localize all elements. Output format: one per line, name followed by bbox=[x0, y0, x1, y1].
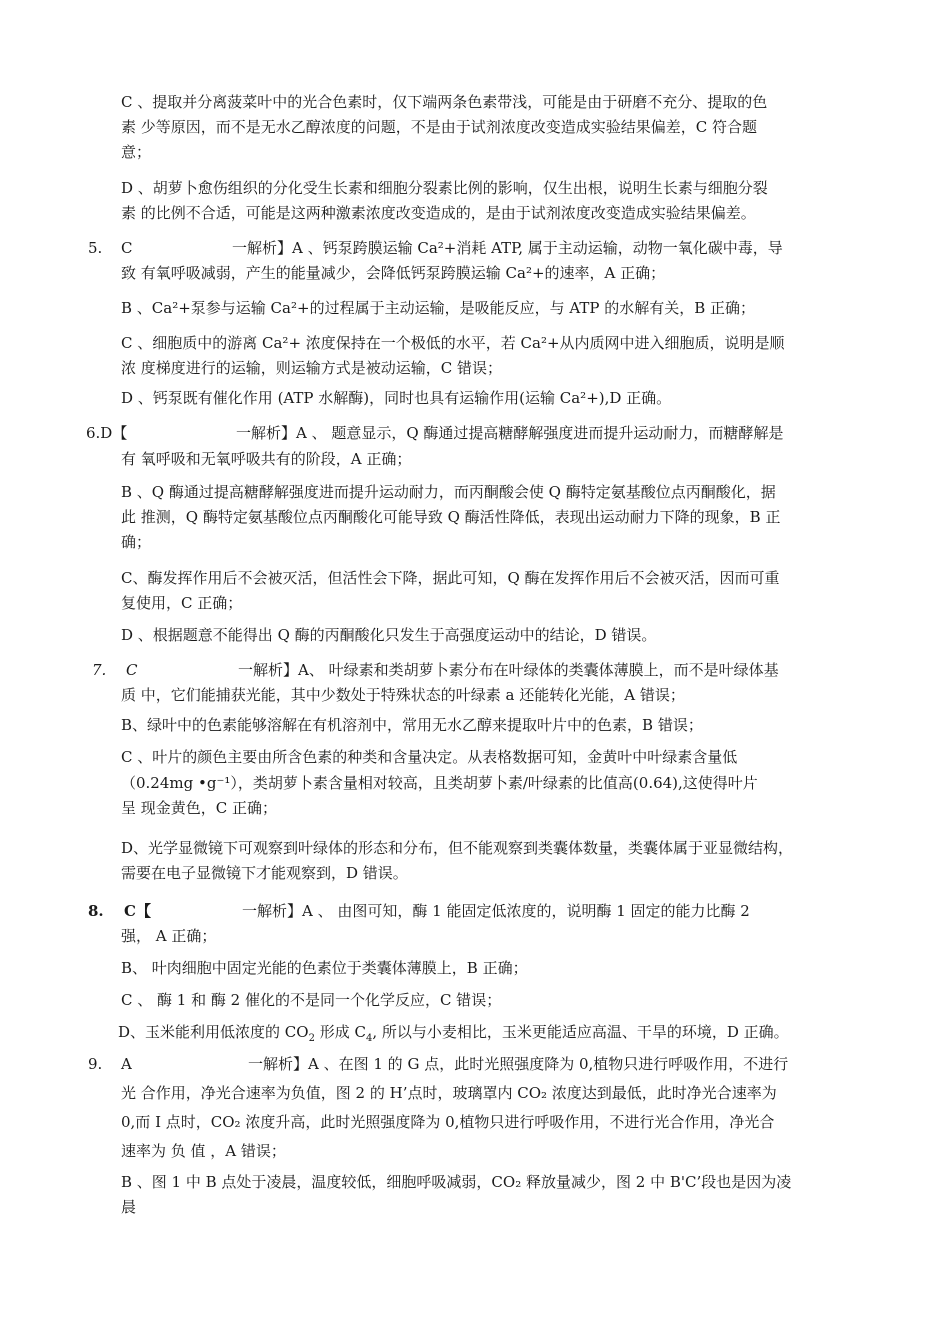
q8-option-d-text-c: , 所以与小麦相比，玉米更能适应高温、干旱的环境，D 正确。 bbox=[372, 1023, 789, 1041]
q8-answer: C【 bbox=[124, 902, 151, 920]
q9-option-b-line1: B 、图 1 中 B 点处于凌晨，温度较低，细胞呼吸减弱，CO₂ 释放量减少，图 2 中 B'C’段也是因为凌 bbox=[121, 1173, 792, 1191]
q6-option-c-line2: 复使用，C 正确； bbox=[121, 594, 243, 612]
q8-option-b: B、 叶肉细胞中固定光能的色素位于类囊体薄膜上，B 正确； bbox=[121, 959, 528, 977]
q9-analysis-line4: 速率为 负 值 ，A 错误； bbox=[121, 1142, 286, 1160]
q7-answer: C bbox=[126, 661, 138, 679]
q4-option-d-line1: D 、胡萝卜愈伤组织的分化受生长素和细胞分裂素比例的影响，仅生出根，说明生长素与细胞分裂 bbox=[121, 179, 768, 197]
q8-option-d-text-a: D、玉米能利用低浓度的 CO bbox=[118, 1023, 309, 1041]
q5-analysis-head: 一解析】A 、钙泵跨膜运输 Ca²+消耗 ATP, 属于主动运输，动物一氧化碳中毒，导 bbox=[232, 239, 783, 257]
q5-answer: C bbox=[121, 239, 133, 257]
q6-option-b-line1: B 、Q 酶通过提高糖酵解强度进而提升运动耐力，而丙酮酸会使 Q 酶特定氨基酸位点丙酮酸化，据 bbox=[121, 483, 776, 501]
q8-analysis-head: 一解析】A 、 由图可知，酶 1 能固定低浓度的，说明酶 1 固定的能力比酶 2 bbox=[242, 902, 750, 920]
q7-option-d-line2: 需要在电子显微镜下才能观察到，D 错误。 bbox=[121, 864, 408, 882]
q7-option-c-line3: 呈 现金黄色，C 正确； bbox=[121, 799, 278, 817]
q4-option-c-line2: 素 少等原因，而不是无水乙醇浓度的问题，不是由于试剂浓度改变造成实验结果偏差，C 符合题 bbox=[121, 118, 758, 136]
q9-answer: A bbox=[121, 1055, 132, 1073]
q8-option-d-text-b: 形成 C bbox=[314, 1023, 366, 1041]
q6-option-b-line2: 此 推测，Q 酶特定氨基酸位点丙酮酸化可能导致 Q 酶活性降低，表现出运动耐力下降的现象，B 正 bbox=[121, 508, 781, 526]
q8-subscript-4: 4 bbox=[365, 1033, 373, 1044]
q9-option-b-line2: 晨 bbox=[121, 1198, 137, 1216]
q4-option-c-line3: 意； bbox=[121, 143, 152, 161]
q7-number: 7. bbox=[92, 661, 107, 679]
q7-option-c-line1: C 、叶片的颜色主要由所含色素的种类和含量决定。从表格数据可知，金黄叶中叶绿素含量低 bbox=[121, 748, 738, 766]
q4-option-c-line1: C 、提取并分离菠菜叶中的光合色素时，仅下端两条色素带浅，可能是由于研磨不充分、提取的色 bbox=[121, 93, 768, 111]
q8-number: 8. bbox=[88, 902, 104, 920]
q9-analysis-head: 一解析】A 、在图 1 的 G 点，此时光照强度降为 0,植物只进行呼吸作用，不进行 bbox=[248, 1055, 789, 1073]
q5-option-c-line2: 浓 度梯度进行的运输，则运输方式是被动运输，C 错误； bbox=[121, 359, 503, 377]
q6-option-c-line1: C、酶发挥作用后不会被灭活，但活性会下降，据此可知，Q 酶在发挥作用后不会被灭活，因而可重 bbox=[121, 569, 780, 587]
q7-option-d-line1: D、光学显微镜下可观察到叶绿体的形态和分布，但不能观察到类囊体数量，类囊体属于亚显微结构， bbox=[121, 839, 794, 857]
q6-analysis-line2: 有 氧呼吸和无氧呼吸共有的阶段，A 正确； bbox=[121, 450, 412, 468]
q5-option-d: D 、钙泵既有催化作用 (ATP 水解酶)，同时也具有运输作用(运输 Ca²+),D 正确。 bbox=[121, 389, 672, 407]
q7-analysis-line2: 质 中，它们能捕获光能，其中少数处于特殊状态的叶绿素 a 还能转化光能，A 错误； bbox=[121, 686, 685, 704]
q5-option-c-line1: C 、细胞质中的游离 Ca²+ 浓度保持在一个极低的水平，若 Ca²+从内质网中进入细胞质，说明是顺 bbox=[121, 334, 785, 352]
q7-option-b: B、绿叶中的色素能够溶解在有机溶剂中，常用无水乙醇来提取叶片中的色素，B 错误； bbox=[121, 716, 703, 734]
q6-number-answer: 6.D【 bbox=[86, 424, 128, 442]
q6-option-d: D 、根据题意不能得出 Q 酶的丙酮酸化只发生于高强度运动中的结论，D 错误。 bbox=[121, 626, 657, 644]
q4-option-d-line2: 素 的比例不合适，可能是这两种激素浓度改变造成的，是由于试剂浓度改变造成实验结果偏差。 bbox=[121, 204, 756, 222]
q8-option-d bbox=[118, 1020, 789, 1045]
q7-option-c-line2: （0.24mg •g⁻¹），类胡萝卜素含量相对较高，且类胡萝卜素/叶绿素的比值高(0.64),这使得叶片 bbox=[121, 774, 758, 792]
q7-analysis-head: 一解析】A、 叶绿素和类胡萝卜素分布在叶绿体的类囊体薄膜上，而不是叶绿体基 bbox=[238, 661, 779, 679]
q5-number: 5. bbox=[88, 239, 103, 257]
q9-analysis-line3: 0,而 I 点时，CO₂ 浓度升高，此时光照强度降为 0,植物只进行呼吸作用，不进行光合作用，净光合 bbox=[121, 1113, 775, 1131]
q8-analysis-line2: 强， A 正确； bbox=[121, 927, 217, 945]
q9-analysis-line2: 光 合作用，净光合速率为负值，图 2 的 H’点时，玻璃罩内 CO₂ 浓度达到最低，此时净光合速率为 bbox=[121, 1084, 777, 1102]
q6-option-b-line3: 确； bbox=[121, 533, 152, 551]
q6-analysis-head: 一解析】A 、 题意显示，Q 酶通过提高糖酵解强度进而提升运动耐力，而糖酵解是 bbox=[236, 424, 784, 442]
q8-subscript-2: 2 bbox=[308, 1033, 315, 1044]
q9-number: 9. bbox=[88, 1055, 103, 1073]
q5-option-b: B 、Ca²+泵参与运输 Ca²+的过程属于主动运输，是吸能反应，与 ATP 的水解有关，B 正确； bbox=[121, 299, 756, 317]
q5-analysis-line2: 致 有氧呼吸减弱，产生的能量减少，会降低钙泵跨膜运输 Ca²+的速率，A 正确； bbox=[121, 264, 666, 282]
q8-option-c: C 、 酶 1 和 酶 2 催化的不是同一个化学反应，C 错误； bbox=[121, 991, 502, 1009]
